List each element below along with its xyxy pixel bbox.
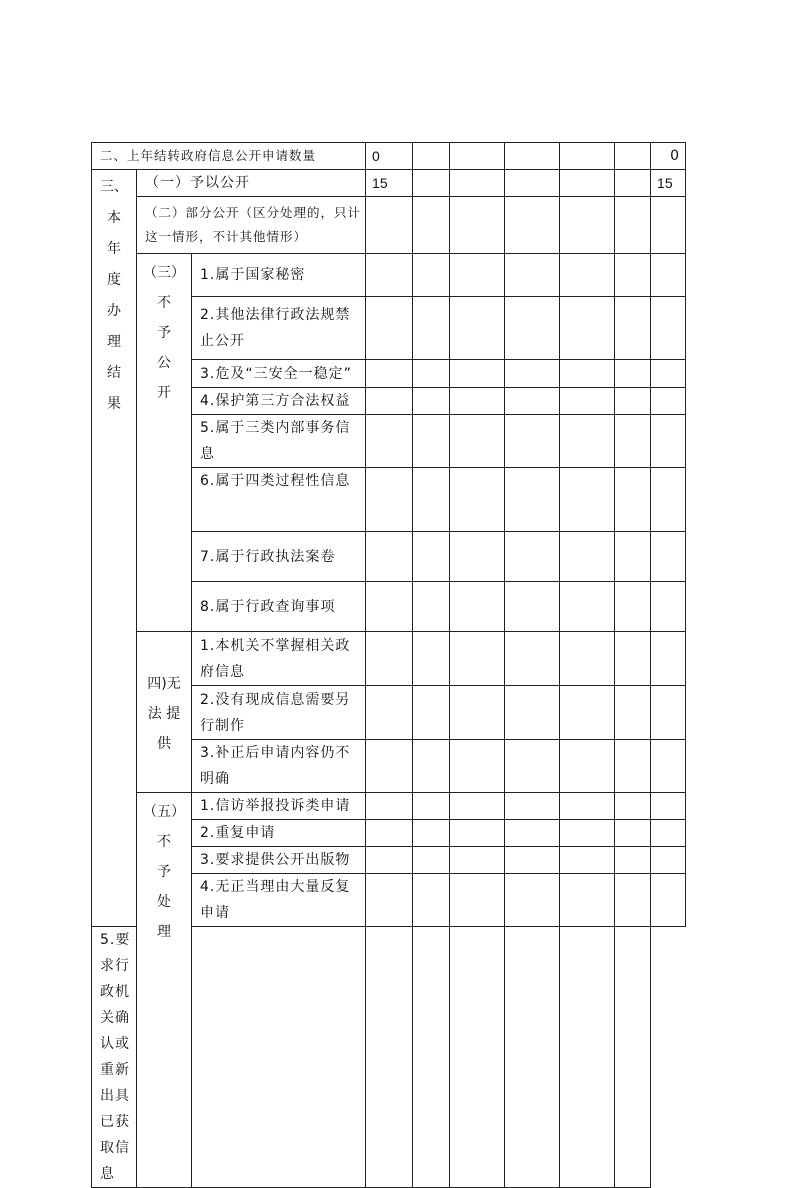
cell-empty — [615, 847, 651, 874]
cell-empty — [413, 388, 450, 415]
table-row — [92, 170, 686, 197]
cell-empty — [413, 468, 450, 532]
group-char: （五） — [143, 804, 185, 820]
cell-empty — [560, 532, 615, 582]
group-char: 予 — [157, 864, 171, 880]
cell-empty — [450, 143, 505, 170]
cell-empty — [413, 360, 450, 388]
cell-empty — [560, 468, 615, 532]
cell-empty — [413, 197, 450, 254]
item-label: 4.保护第三方合法权益 — [192, 388, 366, 415]
cell-empty — [615, 468, 651, 532]
item-label: 1.本机关不掌握相关政府信息 — [192, 632, 366, 686]
item-label: 3.补正后申请内容仍不明确 — [192, 740, 366, 793]
section-three-label — [92, 170, 137, 927]
cell-empty — [505, 254, 560, 297]
cell-empty — [413, 847, 450, 874]
cell-empty — [651, 740, 686, 793]
no-process-group-label — [137, 793, 192, 1188]
cell-empty — [450, 582, 505, 632]
cell-empty — [192, 927, 366, 1188]
cell-empty — [413, 170, 450, 197]
cell-empty — [505, 360, 560, 388]
group-char: （三） — [143, 265, 185, 281]
cell-empty — [615, 740, 651, 793]
cell-empty — [450, 740, 505, 793]
item-label: 2.没有现成信息需要另行制作 — [192, 686, 366, 740]
cell-empty — [651, 793, 686, 820]
cell-empty — [450, 874, 505, 927]
no-disclose-group-label — [137, 254, 192, 632]
item-label: 2.其他法律行政法规禁止公开 — [192, 297, 366, 360]
item-label: 2.重复申请 — [192, 820, 366, 847]
section-char: 理 — [107, 334, 121, 350]
group-char: 予 — [157, 325, 171, 341]
section-char: 本 — [107, 210, 121, 226]
group-char: 开 — [157, 385, 171, 401]
cell-empty — [651, 874, 686, 927]
cell-empty — [651, 632, 686, 686]
cell-empty — [615, 254, 651, 297]
cell-empty — [615, 632, 651, 686]
cell-empty — [505, 170, 560, 197]
cell-empty — [366, 360, 413, 388]
cell-value: 0 — [651, 143, 686, 170]
cell-empty — [505, 197, 560, 254]
cell-empty — [450, 532, 505, 582]
section-char: 度 — [107, 272, 121, 288]
cell-empty — [505, 388, 560, 415]
cell-empty — [450, 793, 505, 820]
cell-empty — [560, 388, 615, 415]
cell-empty — [505, 686, 560, 740]
cell-empty — [651, 582, 686, 632]
cell-empty — [413, 532, 450, 582]
group-char: 供 — [157, 736, 171, 752]
cannot-provide-group-label — [137, 632, 192, 793]
cell-empty — [450, 415, 505, 468]
item-label: 6.属于四类过程性信息 — [192, 468, 366, 532]
cell-empty — [505, 632, 560, 686]
partial-disclose-label: （二）部分公开（区分处理的，只计这一情形，不计其他情形） — [137, 197, 366, 254]
cell-empty — [413, 415, 450, 468]
cell-empty — [560, 254, 615, 297]
cell-empty — [505, 532, 560, 582]
cell-empty — [413, 686, 450, 740]
group-char: 公 — [157, 355, 171, 371]
cell-empty — [450, 686, 505, 740]
cell-empty — [651, 388, 686, 415]
cell-empty — [366, 740, 413, 793]
cell-empty — [413, 254, 450, 297]
cell-empty — [366, 686, 413, 740]
cell-empty — [505, 582, 560, 632]
section-char: 结 — [107, 365, 121, 381]
cell-empty — [366, 847, 413, 874]
item-label: 4.无正当理由大量反复申请 — [192, 874, 366, 927]
cell-empty — [450, 197, 505, 254]
group-char: 四)无 — [147, 676, 181, 692]
cell-empty — [560, 297, 615, 360]
cell-empty — [366, 582, 413, 632]
item-label: 3.危及“三安全一稳定” — [192, 360, 366, 388]
cell-empty — [651, 532, 686, 582]
cell-empty — [615, 582, 651, 632]
cell-value: 0 — [366, 143, 413, 170]
section-char: 年 — [107, 241, 121, 257]
cell-empty — [651, 820, 686, 847]
cell-empty — [560, 686, 615, 740]
cell-empty — [505, 874, 560, 927]
cell-empty — [450, 170, 505, 197]
table-row — [92, 632, 686, 686]
cell-empty — [560, 582, 615, 632]
cell-empty — [560, 793, 615, 820]
cell-empty — [615, 686, 651, 740]
cell-empty — [560, 197, 615, 254]
item-label: 7.属于行政执法案卷 — [192, 532, 366, 582]
cell-value: 15 — [366, 170, 413, 197]
cell-empty — [615, 143, 651, 170]
cell-value: 15 — [651, 170, 686, 197]
cell-empty — [560, 820, 615, 847]
group-char: 法 提 — [147, 706, 181, 722]
group-char: 处 — [157, 894, 171, 910]
cell-empty — [450, 360, 505, 388]
table-row — [92, 197, 686, 254]
cell-empty — [560, 740, 615, 793]
cell-empty — [615, 532, 651, 582]
item-label: 8.属于行政查询事项 — [192, 582, 366, 632]
carry-over-label: 二、上年结转政府信息公开申请数量 — [92, 143, 366, 170]
cell-empty — [615, 388, 651, 415]
cell-empty — [505, 468, 560, 532]
section-char: 果 — [107, 396, 121, 412]
cell-empty — [413, 143, 450, 170]
cell-empty — [615, 197, 651, 254]
cell-empty — [413, 793, 450, 820]
cell-empty — [651, 297, 686, 360]
cell-empty — [560, 170, 615, 197]
table-row — [92, 143, 686, 170]
cell-empty — [505, 793, 560, 820]
table-row — [92, 254, 686, 297]
table-row — [92, 793, 686, 820]
cell-empty — [413, 740, 450, 793]
item-label: 5.要求行政机关确认或重新出具已获取信息 — [92, 927, 137, 1188]
cell-empty — [505, 143, 560, 170]
cell-empty — [615, 415, 651, 468]
item-label: 1.信访举报投诉类申请 — [192, 793, 366, 820]
cell-empty — [450, 632, 505, 686]
cell-empty — [651, 847, 686, 874]
cell-empty — [366, 820, 413, 847]
disclose-label: （一）予以公开 — [137, 170, 366, 197]
cell-empty — [615, 820, 651, 847]
cell-empty — [505, 847, 560, 874]
cell-empty — [450, 820, 505, 847]
cell-empty — [366, 254, 413, 297]
cell-empty — [366, 874, 413, 927]
cell-empty — [651, 254, 686, 297]
cell-empty — [560, 632, 615, 686]
cell-empty — [560, 874, 615, 927]
cell-empty — [413, 582, 450, 632]
cell-empty — [560, 415, 615, 468]
info-disclosure-table — [91, 142, 686, 1188]
cell-empty — [450, 254, 505, 297]
cell-empty — [651, 468, 686, 532]
cell-empty — [560, 143, 615, 170]
section-char: 三、 — [100, 179, 128, 195]
cell-empty — [505, 415, 560, 468]
cell-empty — [366, 388, 413, 415]
cell-empty — [615, 170, 651, 197]
cell-empty — [505, 740, 560, 793]
cell-empty — [651, 360, 686, 388]
item-label: 5.属于三类内部事务信息 — [192, 415, 366, 468]
cell-empty — [413, 820, 450, 847]
cell-empty — [450, 468, 505, 532]
item-label: 1.属于国家秘密 — [192, 254, 366, 297]
group-char: 不 — [157, 295, 171, 311]
cell-empty — [505, 927, 560, 1188]
cell-empty — [413, 297, 450, 360]
cell-empty — [560, 847, 615, 874]
cell-empty — [615, 297, 651, 360]
cell-empty — [366, 632, 413, 686]
cell-empty — [413, 874, 450, 927]
cell-empty — [450, 297, 505, 360]
cell-empty — [450, 927, 505, 1188]
cell-empty — [450, 847, 505, 874]
cell-empty — [366, 297, 413, 360]
cell-empty — [560, 360, 615, 388]
cell-empty — [615, 360, 651, 388]
group-char: 不 — [157, 834, 171, 850]
cell-empty — [505, 297, 560, 360]
cell-empty — [413, 927, 450, 1188]
cell-empty — [450, 388, 505, 415]
cell-empty — [413, 632, 450, 686]
cell-empty — [651, 197, 686, 254]
cell-empty — [366, 532, 413, 582]
cell-empty — [505, 820, 560, 847]
item-label: 3.要求提供公开出版物 — [192, 847, 366, 874]
cell-empty — [615, 874, 651, 927]
group-char: 理 — [157, 924, 171, 940]
cell-empty — [560, 927, 615, 1188]
cell-empty — [366, 793, 413, 820]
cell-empty — [615, 793, 651, 820]
cell-empty — [366, 197, 413, 254]
cell-empty — [615, 927, 651, 1188]
cell-empty — [651, 415, 686, 468]
section-char: 办 — [107, 303, 121, 319]
cell-empty — [366, 927, 413, 1188]
cell-empty — [651, 686, 686, 740]
cell-empty — [366, 468, 413, 532]
cell-empty — [366, 415, 413, 468]
